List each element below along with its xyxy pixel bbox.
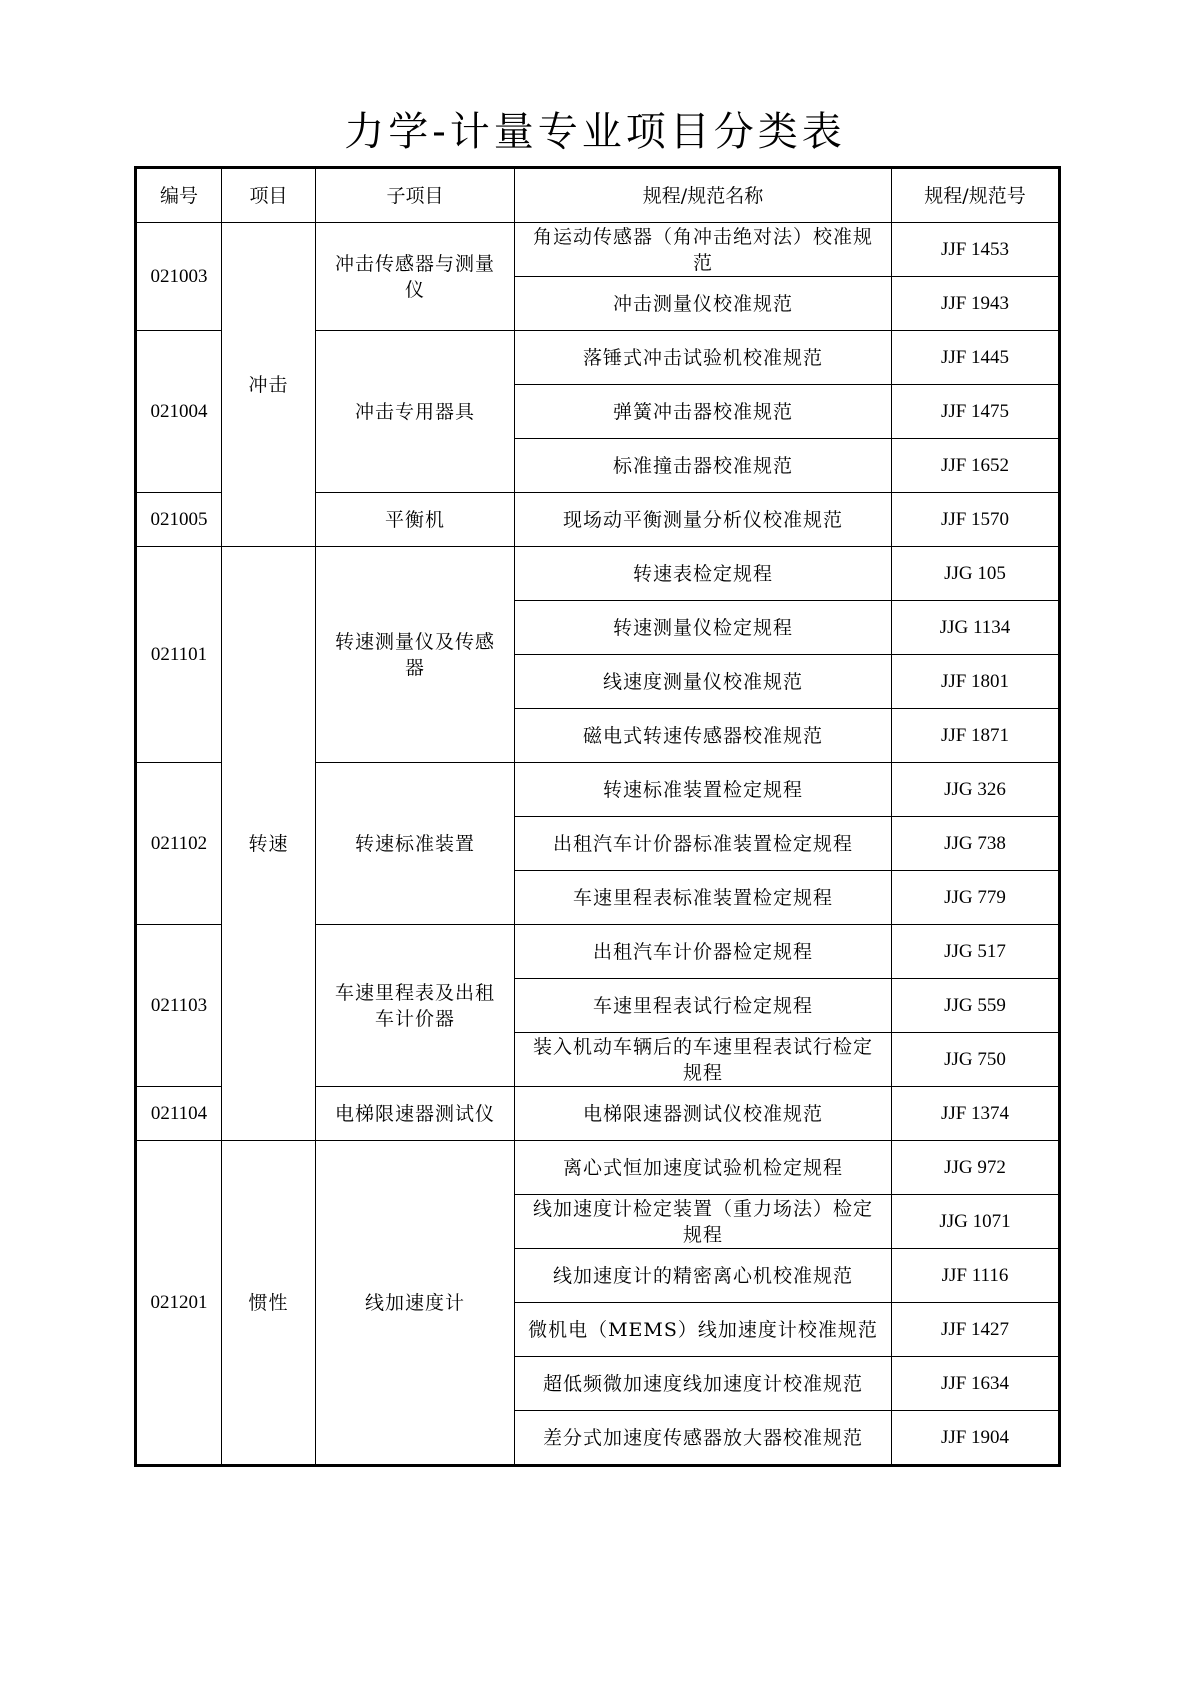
spec-number-cell: JJF 1570 [892,493,1060,547]
spec-number-cell: JJG 972 [892,1141,1060,1195]
subitem-cell: 转速测量仪及传感器 [316,547,515,763]
subitem-cell: 转速标准装置 [316,763,515,925]
spec-name-cell: 线加速度计检定装置（重力场法）检定规程 [515,1195,892,1249]
spec-number-cell: JJG 738 [892,817,1060,871]
spec-number-cell: JJF 1652 [892,439,1060,493]
spec-number-cell: JJF 1453 [892,223,1060,277]
subitem-cell: 线加速度计 [316,1141,515,1466]
spec-number-cell: JJF 1374 [892,1087,1060,1141]
spec-number-cell: JJG 750 [892,1033,1060,1087]
code-cell: 021102 [136,763,222,925]
spec-name-cell: 装入机动车辆后的车速里程表试行检定规程 [515,1033,892,1087]
spec-number-cell: JJF 1116 [892,1249,1060,1303]
table-row [136,547,1060,601]
spec-number-cell: JJF 1475 [892,385,1060,439]
spec-number-cell: JJF 1427 [892,1303,1060,1357]
spec-name-cell: 线速度测量仪校准规范 [515,655,892,709]
spec-name-cell: 转速测量仪检定规程 [515,601,892,655]
classification-table [134,166,1061,1467]
spec-name-cell: 出租汽车计价器检定规程 [515,925,892,979]
code-cell: 021003 [136,223,222,331]
page-title: 力学-计量专业项目分类表 [344,109,846,155]
spec-name-cell: 电梯限速器测试仪校准规范 [515,1087,892,1141]
spec-name-cell: 角运动传感器（角冲击绝对法）校准规范 [515,223,892,277]
spec-number-cell: JJG 517 [892,925,1060,979]
spec-number-cell: JJG 779 [892,871,1060,925]
spec-number-cell: JJF 1801 [892,655,1060,709]
table-row [136,223,1060,277]
code-cell: 021004 [136,331,222,493]
subitem-cell: 电梯限速器测试仪 [316,1087,515,1141]
item-cell: 转速 [222,547,316,1141]
spec-number-cell: JJF 1871 [892,709,1060,763]
header-code: 编号 [136,168,222,223]
spec-name-cell: 现场动平衡测量分析仪校准规范 [515,493,892,547]
item-cell: 冲击 [222,223,316,547]
spec-name-cell: 出租汽车计价器标准装置检定规程 [515,817,892,871]
spec-number-cell: JJG 326 [892,763,1060,817]
subitem-cell: 车速里程表及出租车计价器 [316,925,515,1087]
item-cell: 惯性 [222,1141,316,1466]
code-cell: 021104 [136,1087,222,1141]
spec-name-cell: 线加速度计的精密离心机校准规范 [515,1249,892,1303]
code-cell: 021103 [136,925,222,1087]
spec-number-cell: JJG 1134 [892,601,1060,655]
spec-name-cell: 冲击测量仪校准规范 [515,277,892,331]
code-cell: 021005 [136,493,222,547]
subitem-cell: 冲击传感器与测量仪 [316,223,515,331]
subitem-cell: 冲击专用器具 [316,331,515,493]
spec-name-cell: 差分式加速度传感器放大器校准规范 [515,1411,892,1466]
spec-name-cell: 落锤式冲击试验机校准规范 [515,331,892,385]
spec-number-cell: JJF 1634 [892,1357,1060,1411]
spec-name-cell: 磁电式转速传感器校准规范 [515,709,892,763]
spec-number-cell: JJG 1071 [892,1195,1060,1249]
spec-name-cell: 车速里程表试行检定规程 [515,979,892,1033]
header-name: 规程/规范名称 [515,168,892,223]
code-cell: 021101 [136,547,222,763]
table-row [136,1141,1060,1195]
spec-name-cell: 微机电（MEMS）线加速度计校准规范 [515,1303,892,1357]
header-row [136,168,1060,223]
spec-name-cell: 标准撞击器校准规范 [515,439,892,493]
spec-name-cell: 转速标准装置检定规程 [515,763,892,817]
code-cell: 021201 [136,1141,222,1466]
spec-name-cell: 车速里程表标准装置检定规程 [515,871,892,925]
header-item: 项目 [222,168,316,223]
spec-number-cell: JJF 1904 [892,1411,1060,1466]
header-number: 规程/规范号 [892,168,1060,223]
header-subitem: 子项目 [316,168,515,223]
subitem-cell: 平衡机 [316,493,515,547]
spec-number-cell: JJF 1445 [892,331,1060,385]
spec-name-cell: 超低频微加速度线加速度计校准规范 [515,1357,892,1411]
spec-number-cell: JJG 559 [892,979,1060,1033]
spec-name-cell: 离心式恒加速度试验机检定规程 [515,1141,892,1195]
spec-number-cell: JJF 1943 [892,277,1060,331]
spec-name-cell: 转速表检定规程 [515,547,892,601]
spec-name-cell: 弹簧冲击器校准规范 [515,385,892,439]
spec-number-cell: JJG 105 [892,547,1060,601]
